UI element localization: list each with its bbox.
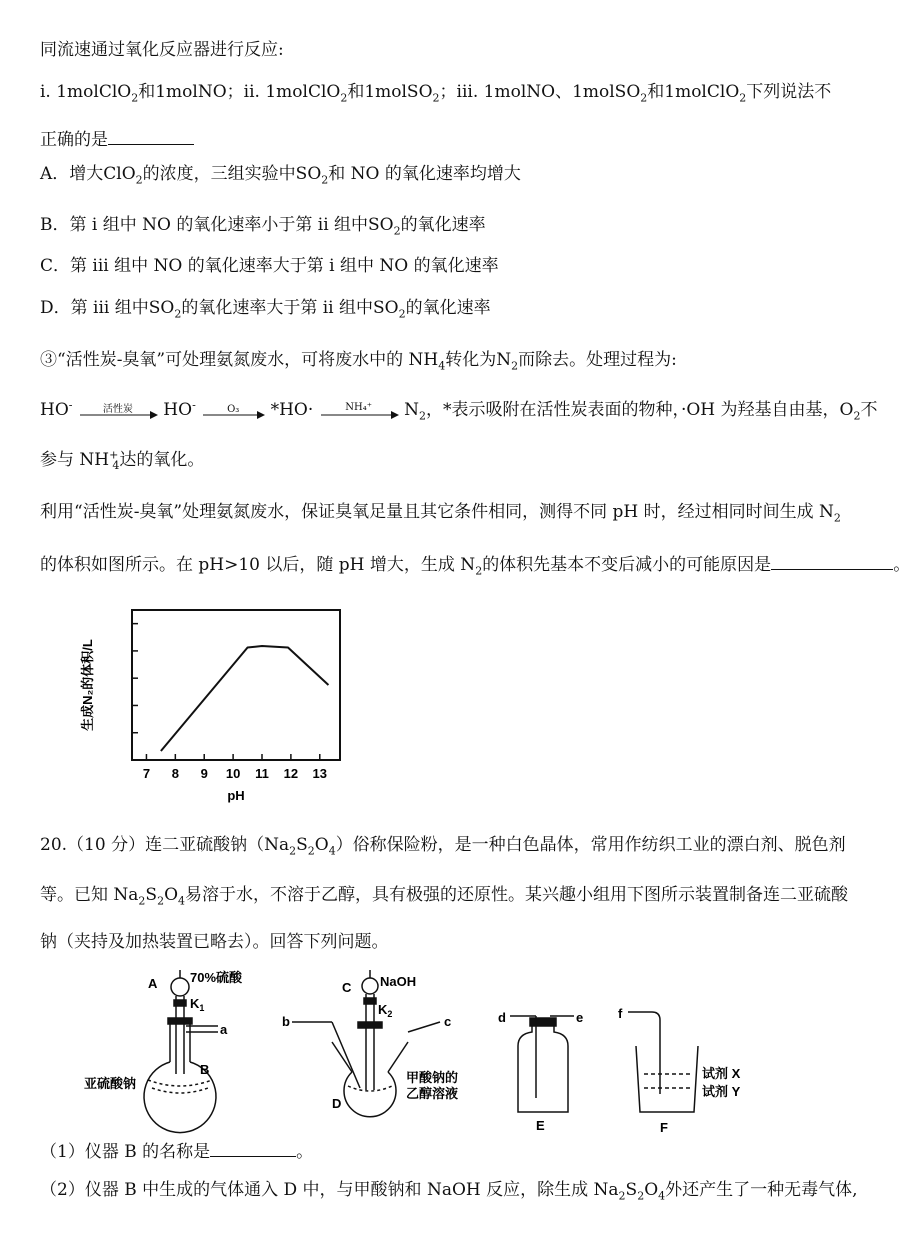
sub: 2 — [131, 91, 139, 105]
note-text-2: 达的氧化。 — [119, 450, 205, 470]
sub: 2 — [174, 307, 182, 321]
ozone-text-3: 而除去。处理过程为: — [518, 350, 677, 370]
liquid-b — [148, 1080, 212, 1086]
line-ammonium-note — [40, 448, 880, 472]
apparatus-f — [628, 1012, 698, 1112]
x-tick-label: 8 — [171, 766, 179, 781]
sub: 4 — [438, 359, 446, 373]
sub: 2 — [289, 844, 297, 858]
period: 。 — [893, 555, 910, 575]
sub: 2 — [637, 1189, 645, 1203]
arrow-ammonium — [319, 401, 399, 421]
valve-k1 — [174, 1000, 186, 1006]
answer-blank — [771, 551, 893, 570]
label-reagent-y: 试剂 Y — [702, 1084, 741, 1099]
q20-line-3 — [40, 930, 880, 954]
liquid-b — [152, 1088, 208, 1093]
k2-sub: 2 — [387, 1009, 393, 1019]
exp-text-1: i. 1molClO — [40, 82, 132, 102]
option-a — [40, 162, 880, 186]
plot-frame — [132, 610, 340, 760]
sub: 2 — [307, 844, 315, 858]
line-ozone-intro — [40, 348, 880, 372]
subq-2-text-3: O — [644, 1180, 659, 1200]
sub: 2 — [833, 511, 841, 525]
sub: 2 — [157, 894, 165, 908]
subq-2-text-2: S — [625, 1180, 638, 1200]
funnel-c — [362, 978, 378, 994]
label-port-b: b — [282, 1014, 290, 1029]
sub: 4 — [178, 894, 186, 908]
x-tick-label: 7 — [142, 766, 151, 781]
q20-line-2 — [40, 883, 880, 907]
option-b-text-1: B．第 i 组中 NO 的氧化速率小于第 ii 组中SO — [40, 215, 394, 235]
sub: 2 — [853, 409, 861, 423]
n2-volume-chart — [70, 600, 370, 810]
label-a-funnel: A — [148, 976, 158, 991]
gas-bottle-e — [518, 1024, 568, 1112]
label-k2 — [378, 1002, 392, 1019]
k1-letter: K — [190, 996, 200, 1011]
tube-f — [628, 1012, 660, 1094]
flask-stopper — [358, 1022, 382, 1028]
apparatus-e — [510, 1016, 574, 1112]
sub: 4 — [112, 459, 120, 473]
apparatus-ab — [144, 970, 218, 1133]
intro-text: 同流速通过氧化反应器进行反应: — [40, 40, 284, 60]
arrow-activated-carbon — [78, 401, 158, 421]
ozone-text-2: 转化为N — [445, 350, 512, 370]
q20-line-1 — [40, 833, 880, 857]
label-port-d: d — [498, 1010, 506, 1025]
adsorbed-radical: *HO· — [270, 400, 314, 420]
exp-text-2: 和1molNO；ii. 1molClO — [138, 82, 341, 102]
valve-k2 — [364, 998, 376, 1004]
sub: 2 — [393, 224, 401, 238]
label-port-a: a — [220, 1022, 228, 1037]
label-flask-b: B — [200, 1062, 210, 1077]
label-c-funnel: C — [342, 980, 352, 995]
sub: 2 — [640, 91, 648, 105]
label-ethanol-solution: 乙醇溶液 — [406, 1086, 459, 1101]
question-text: 正确的是 — [40, 130, 108, 150]
line-experiments — [40, 80, 880, 104]
sup: - — [68, 398, 73, 412]
q20-text-8: 易溶于水，不溶于乙醇，具有极强的还原性。某兴趣小组用下图所示装置制备连二亚硫酸 — [185, 885, 849, 905]
ph-question-text-2: 的体积先基本不变后减小的可能原因是 — [482, 555, 772, 575]
sup: + — [109, 448, 119, 462]
tube-c — [408, 1022, 440, 1032]
option-d — [40, 296, 880, 320]
q20-text-9: 钠（夹持及加热装置已略去）。回答下列问题。 — [40, 932, 389, 952]
ph-question-text-1: 的体积如图所示。在 pH>10 以后，随 pH 增大，生成 N — [40, 555, 476, 575]
label-sodium-formate: 甲酸钠的 — [406, 1070, 459, 1085]
exp-text-3: 和1molSO — [347, 82, 433, 102]
flask-d — [344, 1072, 396, 1117]
label-k1 — [190, 996, 204, 1013]
q20-text-5: 等。已知 Na — [40, 885, 139, 905]
exp-text-4: ；iii. 1molNO、1molSO — [439, 82, 641, 102]
arrow-ozone — [201, 401, 265, 421]
series-line — [161, 646, 329, 751]
option-b — [40, 213, 880, 237]
label-port-e: e — [576, 1010, 584, 1025]
flask-side-neck — [388, 1042, 408, 1072]
x-axis-label: pH — [227, 788, 245, 803]
option-a-text-3: 和 NO 的氧化速率均增大 — [328, 164, 521, 184]
apparatus-diagram — [70, 962, 870, 1135]
line-intro — [40, 38, 880, 62]
q20-text-2: S — [296, 835, 308, 855]
arrow-label: NH₄⁺ — [345, 401, 373, 413]
label-port-c: c — [444, 1014, 452, 1029]
q20-text-4: ）俗称保险粉，是一种白色晶体，常用作纺织工业的漂白剂、脱色剂 — [335, 835, 846, 855]
subq-2-text-1: （2）仪器 B 中生成的气体通入 D 中，与甲酸钠和 NaOH 反应，除生成 Na — [40, 1180, 619, 1200]
tube-b — [332, 1022, 360, 1088]
option-a-text-1: A．增大ClO — [40, 164, 136, 184]
beaker-f — [636, 1046, 698, 1112]
line-question-ph — [40, 551, 910, 578]
sub: 2 — [511, 359, 519, 373]
line-experiment-desc — [40, 500, 880, 524]
option-d-text-3: 的氧化速率 — [405, 298, 491, 318]
sub: 2 — [618, 1189, 626, 1203]
label-port-f: f — [618, 1006, 623, 1021]
label-flask-d: D — [332, 1096, 342, 1111]
x-tick-label: 10 — [225, 766, 241, 781]
option-b-text-2: 的氧化速率 — [400, 215, 486, 235]
x-tick-label: 12 — [283, 766, 299, 781]
label-reagent-x: 试剂 X — [702, 1066, 741, 1081]
reactant-ho: HO — [40, 400, 69, 420]
k1-sub: 1 — [199, 1003, 205, 1013]
q20-text-1: 20.（10 分）连二亚硫酸钠（Na — [40, 835, 290, 855]
sub: 2 — [432, 91, 440, 105]
flask-stopper — [168, 1018, 192, 1024]
x-tick-label: 11 — [255, 766, 269, 781]
sub: 2 — [475, 564, 483, 578]
desc-text: 利用“活性炭-臭氧”处理氨氮废水，保证臭氧足量且其它条件相同，测得不同 pH 时，经过相同时间生成 N — [40, 502, 834, 522]
note-text-1: 参与 NH — [40, 450, 110, 470]
sub: 4 — [658, 1189, 666, 1203]
subq-1-text: （1）仪器 B 的名称是 — [40, 1142, 211, 1162]
sub: 2 — [340, 91, 348, 105]
line-question — [40, 126, 880, 152]
q20-text-7: O — [164, 885, 179, 905]
reaction-note-2: 不 — [860, 400, 878, 420]
sub: 2 — [321, 173, 329, 187]
label-bottle-e: E — [536, 1118, 545, 1133]
funnel-a — [171, 978, 189, 996]
option-c — [40, 254, 880, 278]
sup: - — [192, 398, 196, 412]
subq-2-text-4: 外还产生了一种无毒气体, — [665, 1180, 858, 1200]
subq-2 — [40, 1178, 880, 1202]
subq-1 — [40, 1138, 880, 1164]
label-beaker-f: F — [660, 1120, 668, 1135]
exp-text-5: 和1molClO — [647, 82, 740, 102]
sub: 2 — [135, 173, 143, 187]
liquid-d — [348, 1086, 392, 1091]
bottle-stopper — [530, 1018, 556, 1026]
q20-text-3: O — [314, 835, 329, 855]
reaction-note-1: ，*表示吸附在活性炭表面的物种，·OH 为羟基自由基，O — [425, 400, 854, 420]
x-tick-label: 13 — [312, 766, 328, 781]
answer-blank — [210, 1138, 296, 1157]
sub: 4 — [328, 844, 336, 858]
label-naoh: NaOH — [380, 974, 417, 989]
option-c-text: C．第 iii 组中 NO 的氧化速率大于第 i 组中 NO 的氧化速率 — [40, 256, 499, 276]
arrow-label: 活性炭 — [102, 403, 133, 415]
label-sulfuric-acid: 70%硫酸 — [190, 970, 243, 985]
q20-text-6: S — [145, 885, 158, 905]
sub: 2 — [418, 409, 426, 423]
reaction-scheme — [40, 398, 880, 422]
label-sodium-sulfite: 亚硫酸钠 — [84, 1076, 137, 1091]
exp-text-6: 下列说法不 — [746, 82, 832, 102]
arrow-label: O₃ — [227, 403, 240, 415]
x-tick-label: 9 — [200, 766, 208, 781]
y-axis-label: 生成N₂的体积/L — [80, 639, 95, 731]
period: 。 — [296, 1142, 314, 1162]
product-n2: N — [404, 400, 419, 420]
option-d-text-2: 的氧化速率大于第 ii 组中SO — [181, 298, 399, 318]
sub: 2 — [138, 894, 146, 908]
k2-letter: K — [378, 1002, 388, 1017]
answer-blank — [108, 126, 194, 145]
sub: 2 — [739, 91, 747, 105]
intermediate-ho: HO — [163, 400, 193, 420]
sub: 2 — [398, 307, 406, 321]
ozone-text-1: ③“活性炭-臭氧”可处理氨氮废水，可将废水中的 NH — [40, 350, 439, 370]
option-a-text-2: 的浓度，三组实验中SO — [142, 164, 322, 184]
option-d-text-1: D．第 iii 组中SO — [40, 298, 175, 318]
